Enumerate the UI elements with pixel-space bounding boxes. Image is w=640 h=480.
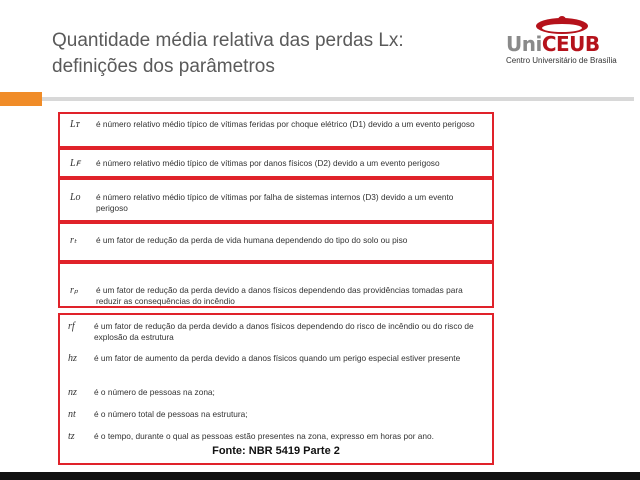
definition-symbol: rf bbox=[68, 321, 75, 332]
definition-text: é um fator de aumento da perda devido a danos físicos quando um perigo especial estiver presente bbox=[94, 353, 461, 363]
slide-title bbox=[52, 28, 452, 80]
logo-wordmark bbox=[506, 32, 600, 56]
definition-symbol: nt bbox=[68, 409, 76, 420]
definition-symbol: Lꜰ bbox=[70, 158, 81, 169]
definition-text: é o número de pessoas na zona; bbox=[94, 387, 215, 397]
definition-text: é número relativo médio típico de vítimas por falha de sistemas internos (D3) devido a um evento perigoso bbox=[96, 192, 454, 213]
definition-text: é número relativo médio típico de vítimas feridas por choque elétrico (D1) devido a um evento perigoso bbox=[96, 119, 475, 129]
logo-subtitle: Centro Universitário de Brasília bbox=[506, 56, 617, 65]
definition-symbol: rₚ bbox=[70, 285, 79, 296]
definition-box-lt bbox=[58, 112, 494, 148]
definition-symbol: Lᴛ bbox=[70, 119, 80, 130]
definition-symbol: rₜ bbox=[70, 235, 77, 246]
definition-text: é número relativo médio típico de vítimas por danos físicos (D2) devido a um evento perigoso bbox=[96, 158, 440, 168]
logo-prefix: Uni bbox=[506, 32, 542, 56]
definition-text: é o tempo, durante o qual as pessoas estão presentes na zona, expresso em horas por ano. bbox=[94, 431, 434, 441]
definition-text: é um fator de redução da perda devido a danos físicos dependendo do risco de incêndio ou do risco de explosão da estrutura bbox=[94, 321, 474, 342]
uniceub-logo bbox=[500, 14, 630, 76]
definition-symbol: Lᴏ bbox=[70, 192, 81, 203]
slide-title-line2: definições dos parâmetros bbox=[52, 56, 275, 77]
definition-box-lo bbox=[58, 178, 494, 222]
definition-text: é o número total de pessoas na estrutura; bbox=[94, 409, 248, 419]
slide-title-line1: Quantidade média relativa das perdas Lx: bbox=[52, 30, 404, 51]
definitions-box-bottom bbox=[58, 313, 494, 465]
definition-box-lf bbox=[58, 148, 494, 178]
divider-line bbox=[42, 97, 634, 101]
definition-text: é um fator de redução da perda devido a danos físicos dependendo das providências tomadas para reduzir as consequências do incêndio bbox=[96, 285, 463, 306]
definition-symbol: hz bbox=[68, 353, 77, 364]
definition-symbol: tz bbox=[68, 431, 75, 442]
divider-accent bbox=[0, 92, 42, 106]
definition-box-rp bbox=[58, 262, 494, 308]
definition-box-rt bbox=[58, 222, 494, 262]
logo-mark-icon bbox=[532, 14, 592, 34]
source-caption: Fonte: NBR 5419 Parte 2 bbox=[212, 445, 340, 457]
definition-text: é um fator de redução da perda de vida humana dependendo do tipo do solo ou piso bbox=[96, 235, 408, 245]
bottom-bar bbox=[0, 472, 640, 480]
logo-brand: CEUB bbox=[541, 32, 600, 56]
definition-symbol: nz bbox=[68, 387, 77, 398]
